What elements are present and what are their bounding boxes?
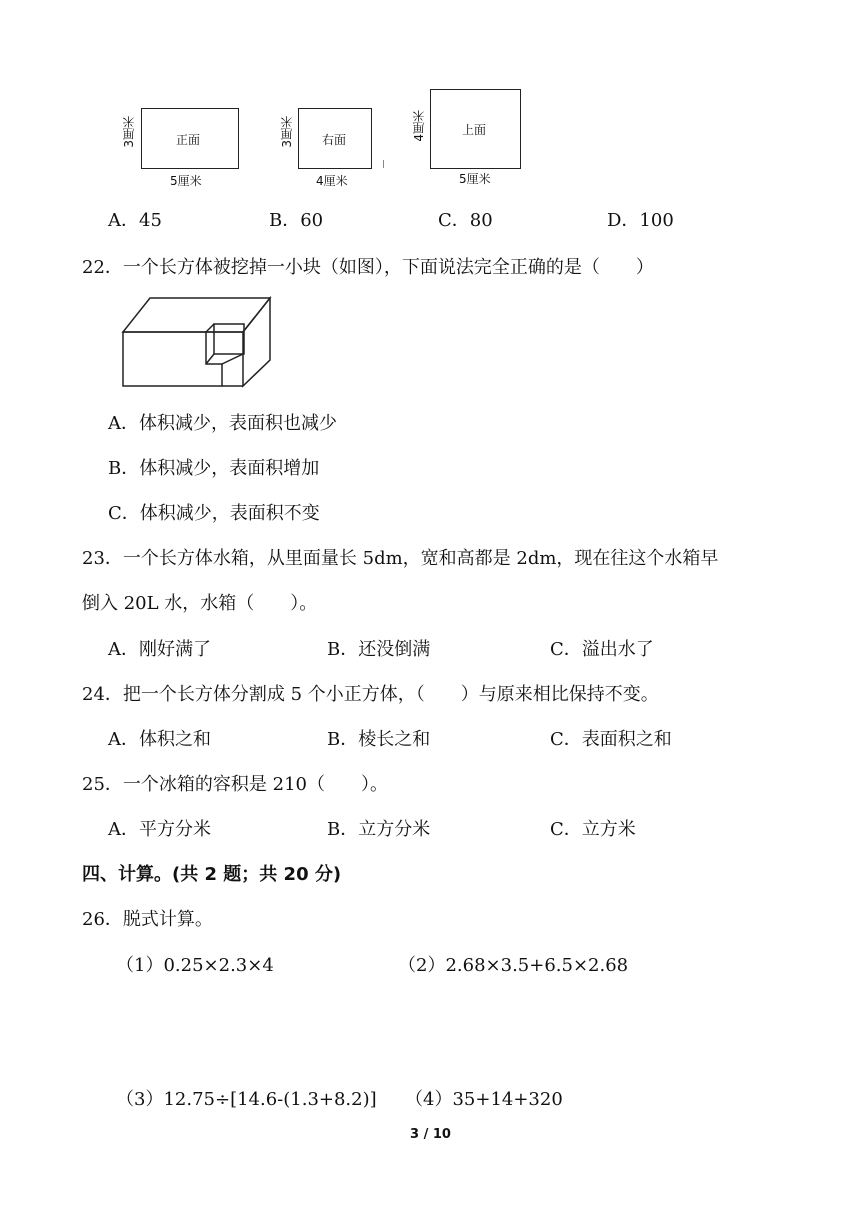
q24-stem: 24．把一个长方体分割成 5 个小正方体，（ ）与原来相比保持不变。: [82, 684, 659, 705]
q26-item-4: （4）35+14+320: [405, 1089, 563, 1110]
cuboid-with-cutout-figure: [118, 294, 274, 388]
q23-option-c: C．溢出水了: [550, 639, 654, 660]
page-number: 3 / 10: [410, 1127, 451, 1142]
q23-option-b: B．还没倒满: [327, 639, 431, 660]
q25-option-b: B．立方分米: [327, 819, 431, 840]
front-view-label: 正面: [176, 133, 201, 147]
q24-option-c: C．表面积之和: [550, 729, 672, 750]
front-view-width-label: 5厘米: [170, 174, 202, 188]
q25-stem: 25．一个冰箱的容积是 210（ ）。: [82, 774, 388, 795]
q21-option-c: C．80: [438, 210, 493, 231]
q22-option-a: A．体积减少，表面积也减少: [108, 413, 337, 434]
q22-stem: 22．一个长方体被挖掉一小块（如图），下面说法完全正确的是（ ）: [82, 257, 654, 278]
right-view-width-label: 4厘米: [316, 174, 348, 188]
q21-option-b: B．60: [269, 210, 324, 231]
q22-option-c: C．体积减少，表面积不变: [108, 503, 320, 524]
top-view-width-label: 5厘米: [459, 172, 491, 186]
q26-item-3: （3）12.75÷[14.6-(1.3+8.2)]: [116, 1089, 377, 1110]
top-view-label: 上面: [462, 123, 487, 137]
q21-option-d: D．100: [607, 210, 674, 231]
right-view-height-label: 3厘米: [280, 116, 294, 148]
right-view-label: 右面: [322, 133, 347, 147]
q21-option-a: A．45: [108, 210, 162, 231]
q26-item-2: （2）2.68×3.5+6.5×2.68: [398, 955, 629, 976]
q26-stem: 26．脱式计算。: [82, 909, 213, 930]
q22-option-b: B．体积减少，表面积增加: [108, 458, 320, 479]
top-view-height-label: 4厘米: [412, 110, 426, 142]
q26-item-1: （1）0.25×2.3×4: [116, 955, 274, 976]
q23-stem-line1: 23．一个长方体水箱，从里面量长 5dm，宽和高都是 2dm，现在往这个水箱早: [82, 548, 719, 569]
q23-option-a: A．刚好满了: [108, 639, 211, 660]
q25-option-a: A．平方分米: [108, 819, 211, 840]
section-heading: 四、计算。(共 2 题；共 20 分): [82, 864, 342, 885]
q23-stem-line2: 倒入 20L 水，水箱（ ）。: [82, 593, 318, 614]
q24-option-a: A．体积之和: [108, 729, 211, 750]
q25-option-c: C．立方米: [550, 819, 636, 840]
front-view-height-label: 3厘米: [122, 116, 136, 148]
q24-option-b: B．棱长之和: [327, 729, 431, 750]
divider-tick: [383, 160, 384, 168]
